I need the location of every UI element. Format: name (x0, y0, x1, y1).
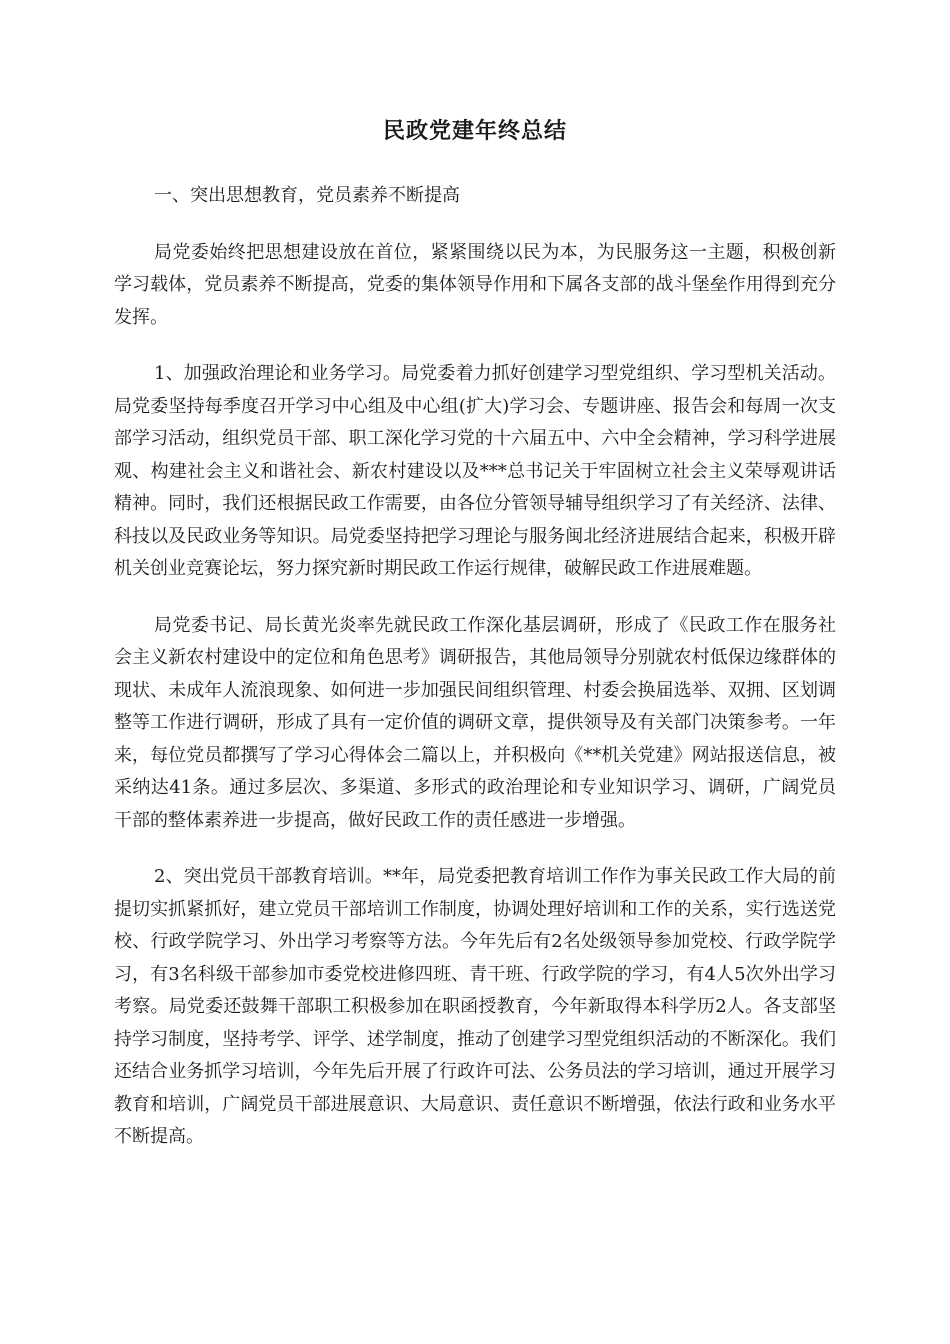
paragraph-research: 局党委书记、局长黄光炎率先就民政工作深化基层调研，形成了《民政工作在服务社会主义新农村建设中的定位和角色思考》调研报告，其他局领导分别就农村低保边缘群体的现状、未成年人流浪现象、如何进一步加强民间组织管理、村委会换届选举、双拥、区划调整等工作进行调研，形成了具有一定价值的调研文章，提供领导及有关部门决策参考。一年来，每位党员都撰写了学习心得体会二篇以上，并积极向《**机关党建》网站报送信息，被采纳达41条。通过多层次、多渠道、多形式的政治理论和专业知识学习、调研，广阔党员干部的整体素养进一步提高，做好民政工作的责任感进一步增强。 (114, 614, 836, 831)
document-title: 民政党建年终总结 (382, 119, 567, 144)
paragraph-training: 2、突出党员干部教育培训。**年，局党委把教育培训工作作为事关民政工作大局的前提切实抓紧抓好，建立党员干部培训工作制度，协调处理好培训和工作的关系，实行选送党校、行政学院学习、外出学习考察等方法。今年先后有2名处级领导参加党校、行政学院学习，有3名科级干部参加市委党校进修四班、青干班、行政学院的学习，有4人5次外出学习考察。局党委还鼓舞干部职工积极参加在职函授教育，今年新取得本科学历2人。各支部坚持学习制度，坚持考学、评学、述学制度，推动了创建学习型党组织活动的不断深化。我们还结合业务抓学习培训，今年先后开展了行政许可法、公务员法的学习培训，通过开展学习教育和培训，广阔党员干部进展意识、大局意识、责任意识不断增强，依法行政和业务水平不断提高。 (114, 866, 836, 1147)
paragraph-intro: 局党委始终把思想建设放在首位，紧紧围绕以民为本，为民服务这一主题，积极创新学习载体，党员素养不断提高，党委的集体领导作用和下属各支部的战斗堡垒作用得到充分发挥。 (114, 241, 836, 328)
document-body (114, 180, 836, 1154)
paragraph-study: 1、加强政治理论和业务学习。局党委着力抓好创建学习型党组织、学习型机关活动。局党委坚持每季度召开学习中心组及中心组(扩大)学习会、专题讲座、报告会和每周一次支部学习活动，组织党员干部、职工深化学习党的十六届五中、六中全会精神，学习科学进展观、构建社会主义和谐社会、新农村建设以及***总书记关于牢固树立社会主义荣辱观讲话精神。同时，我们还根据民政工作需要，由各位分管领导辅导组织学习了有关经济、法律、科技以及民政业务等知识。局党委坚持把学习理论与服务闽北经济进展结合起来，积极开辟机关创业竞赛论坛，努力探究新时期民政工作运行规律，破解民政工作进展难题。 (114, 363, 836, 579)
section-heading: 一、突出思想教育，党员素养不断提高 (154, 185, 460, 206)
